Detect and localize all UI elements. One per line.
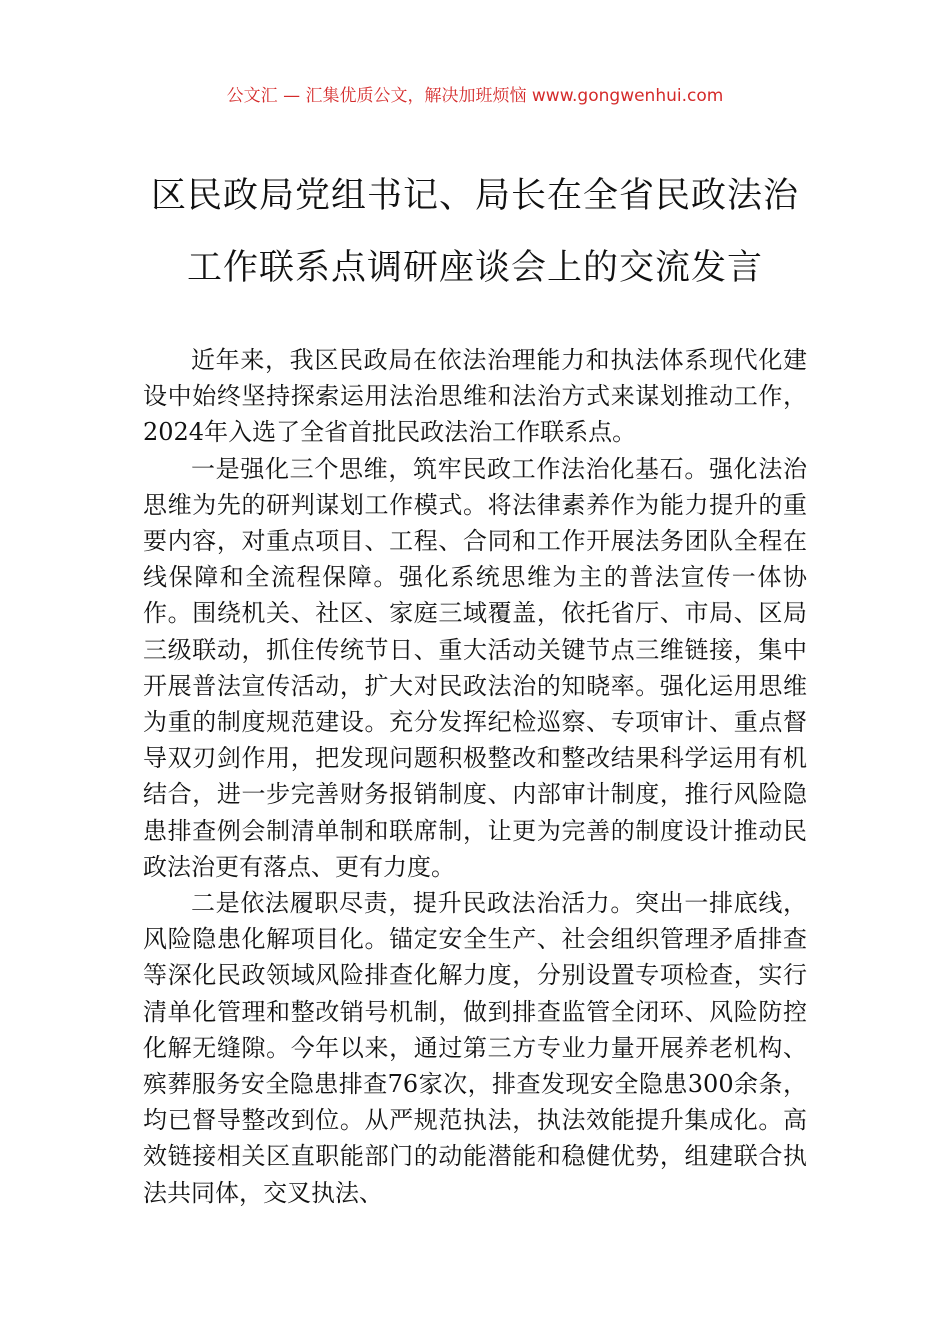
source-banner: 公文汇 — 汇集优质公文，解决加班烦恼 www.gongwenhui.com — [226, 86, 724, 106]
paragraph-section-two: 二是依法履职尽责，提升民政法治活力。突出一排底线，风险隐患化解项目化。锚定安全生产、社会组织管理矛盾排查等深化民政领域风险排查化解力度，分别设置专项检查，实行清单化管理和整改销号机制，做到排查监管全闭环、风险防控化解无缝隙。今年以来，通过第三方专业力量开展养老机构、殡葬服务安全隐患排查76家次，排查发现安全隐患300余条，均已督导整改到位。从严规范执法，执法效能提升集成化。高效链接相关区直职能部门的动能潜能和稳健优势，组建联合执法共同体，交叉执法、 — [143, 889, 807, 1207]
paragraph-intro: 近年来，我区民政局在依法治理能力和执法体系现代化建设中始终坚持探索运用法治思维和法治方式来谋划推动工作，2024年入选了全省首批民政法治工作联系点。 — [143, 346, 807, 447]
title-line-1: 区民政局党组书记、局长在全省民政法治 — [150, 176, 799, 216]
document-title — [0, 174, 950, 290]
title-line-2: 工作联系点调研座谈会上的交流发言 — [186, 248, 763, 288]
paragraph-section-one: 一是强化三个思维，筑牢民政工作法治化基石。强化法治思维为先的研判谋划工作模式。将法律素养作为能力提升的重要内容，对重点项目、工程、合同和工作开展法务团队全程在线保障和全流程保障。强化系统思维为主的普法宣传一体协作。围绕机关、社区、家庭三域覆盖，依托省厅、市局、区局三级联动，抓住传统节日、重大活动关键节点三维链接，集中开展普法宣传活动，扩大对民政法治的知晓率。强化运用思维为重的制度规范建设。充分发挥纪检巡察、专项审计、重点督导双刃剑作用，把发现问题积极整改和整改结果科学运用有机结合，进一步完善财务报销制度、内部审计制度，推行风险隐患排查例会制清单制和联席制，让更为完善的制度设计推动民政法治更有落点、更有力度。 — [143, 454, 807, 881]
document-body — [143, 342, 807, 1211]
